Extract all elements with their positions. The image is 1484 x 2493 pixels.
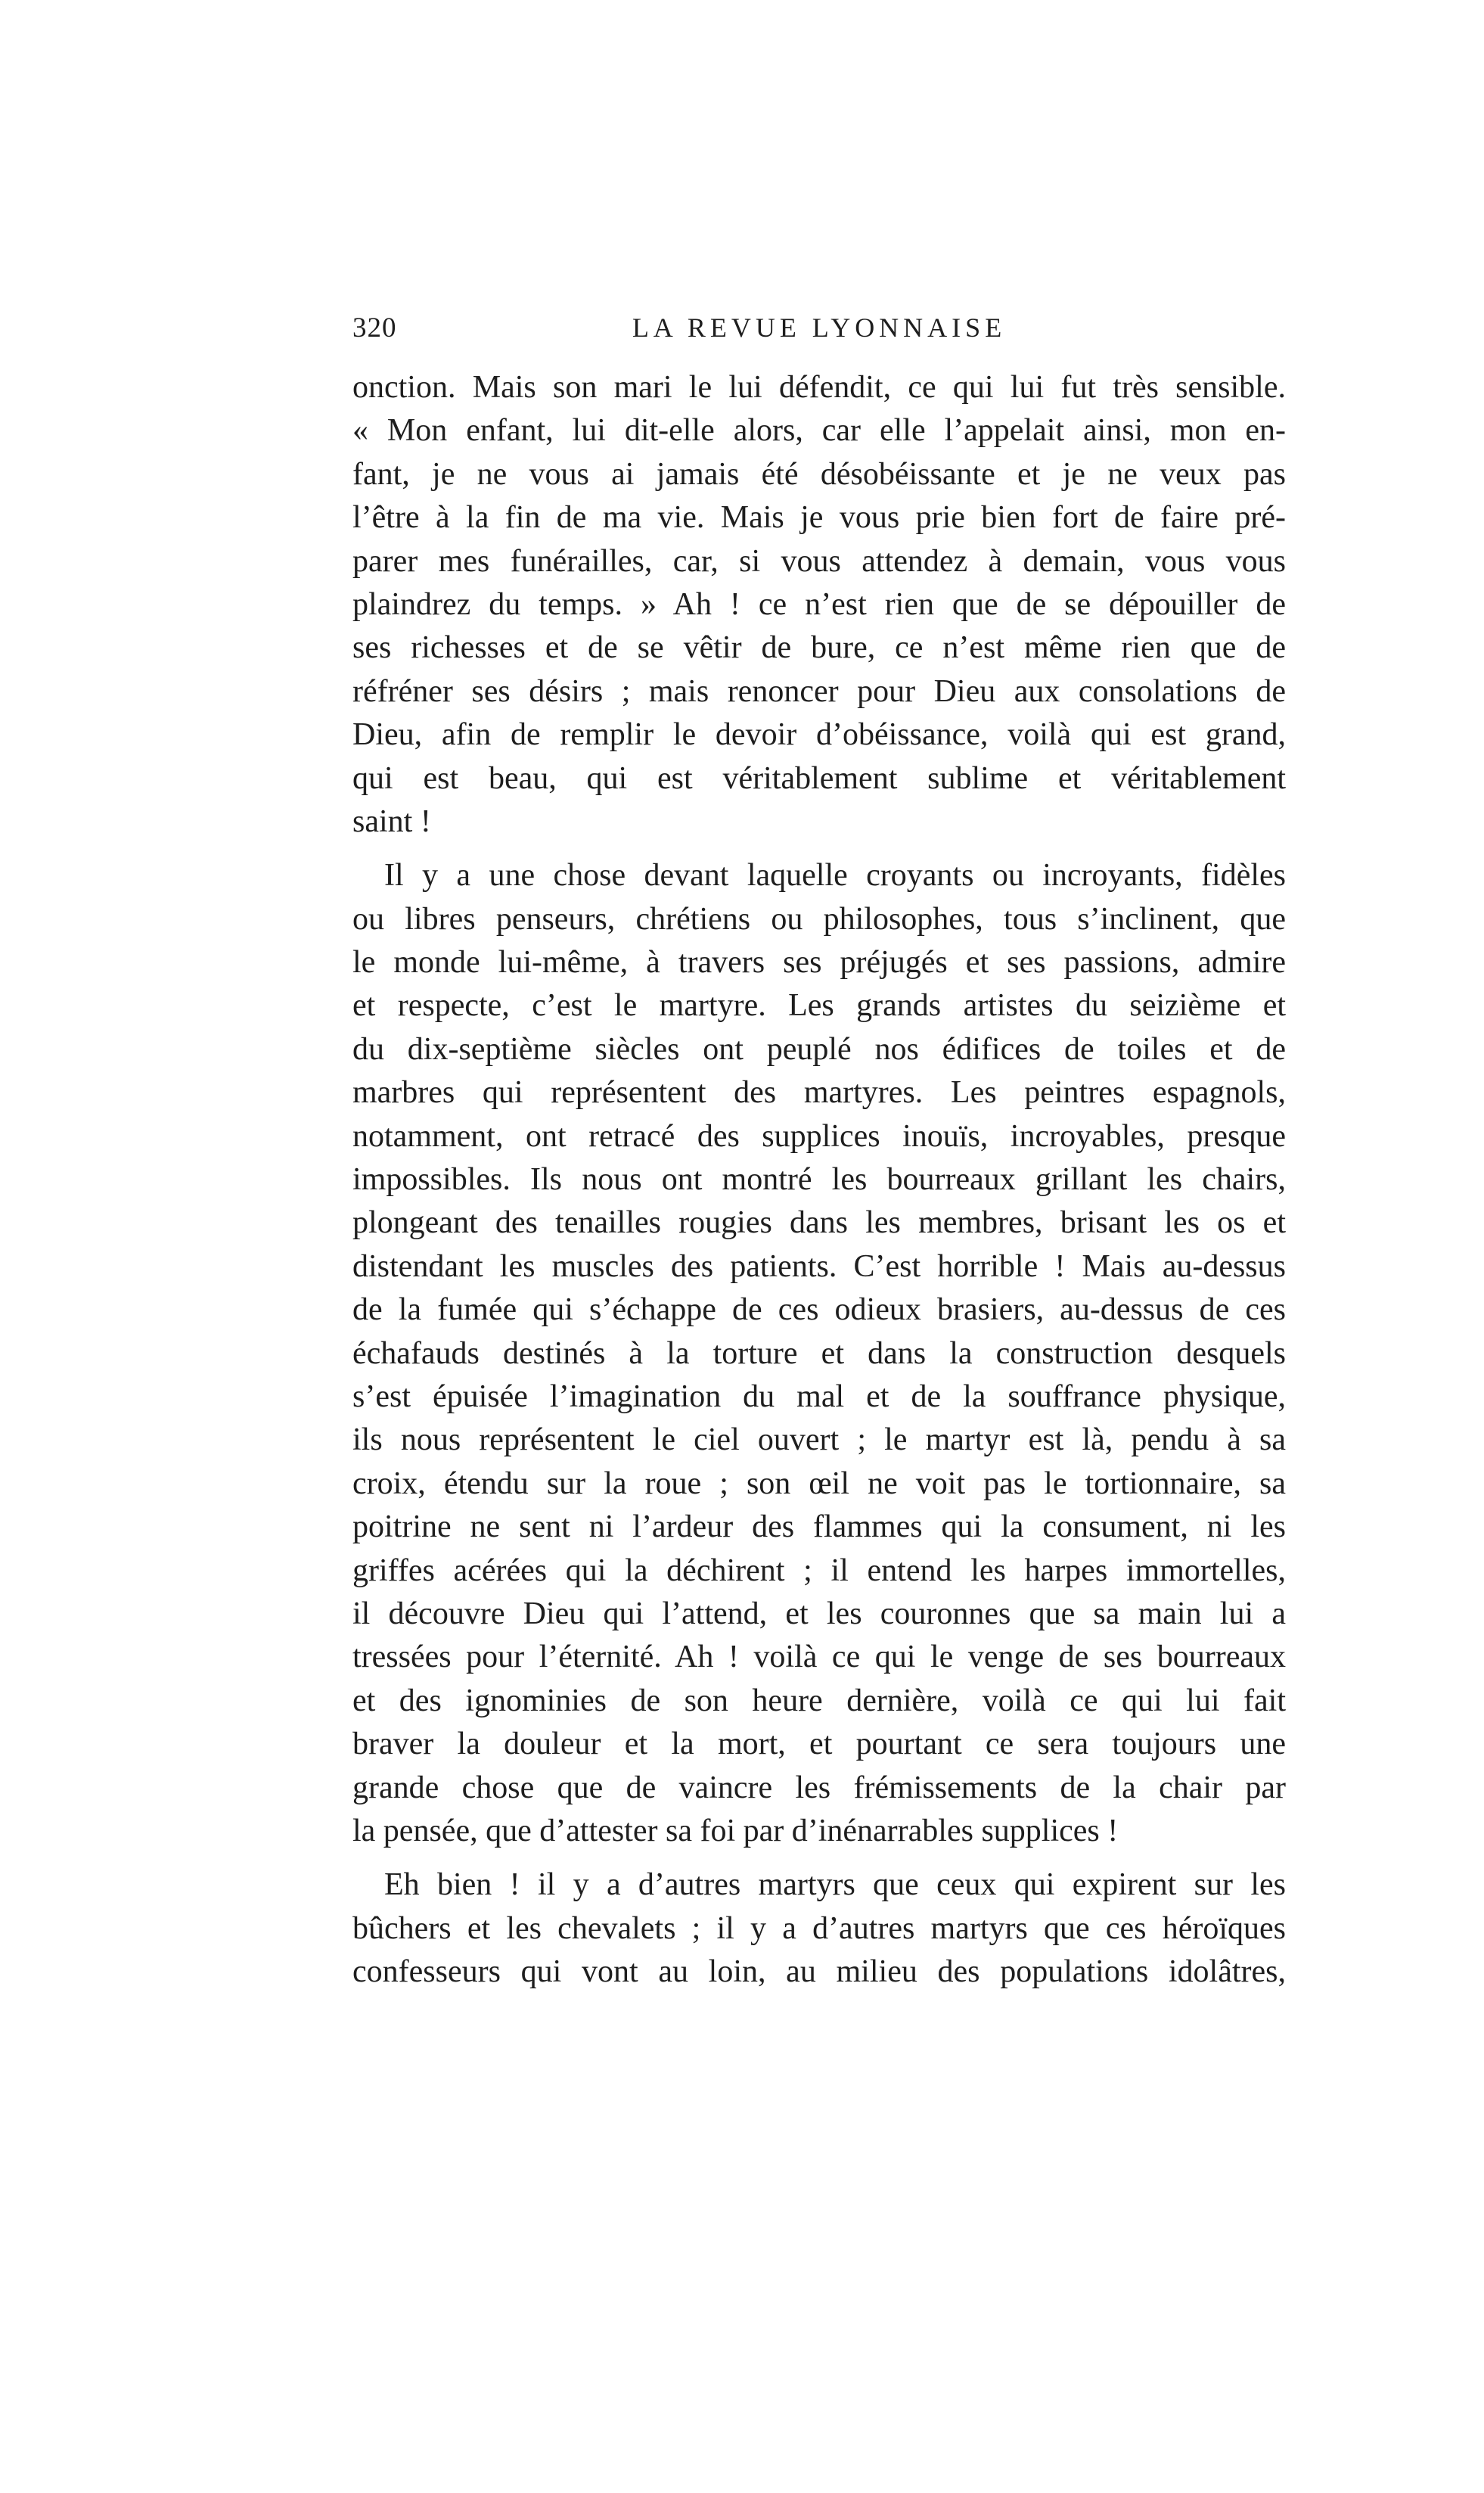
text-line: ou libres penseurs, chrétiens ou philosophes, tous s’inclinent, que [352, 901, 1286, 937]
text-line: plongeant des tenailles rougies dans les membres, brisant les os et [352, 1205, 1286, 1241]
text-line: grande chose que de vaincre les frémissements de la chair par [352, 1770, 1286, 1805]
text-line: ils nous représentent le ciel ouvert ; le martyr est là, pendu à sa [352, 1422, 1286, 1458]
text-line: du dix-septième siècles ont peuplé nos édifices de toiles et de [352, 1031, 1286, 1067]
paragraph-gap [352, 844, 1286, 854]
text-line: confesseurs qui vont au loin, au milieu des populations idolâtres, [352, 1954, 1286, 1990]
text-line: Dieu, afin de remplir le devoir d’obéissance, voilà qui est grand, [352, 717, 1286, 753]
text-line: la pensée, que d’attester sa foi par d’inénarrables supplices ! [352, 1813, 1119, 1848]
text-line: il découvre Dieu qui l’attend, et les couronnes que sa main lui a [352, 1596, 1286, 1631]
text-line: réfréner ses désirs ; mais renoncer pour Dieu aux consolations de [352, 673, 1286, 709]
text-line: braver la douleur et la mort, et pourtant ce sera toujours une [352, 1727, 1286, 1762]
paragraph [352, 1864, 1286, 1994]
text-line: impossibles. Ils nous ont montré les bourreaux grillant les chairs, [352, 1162, 1286, 1198]
text-line: griffes acérées qui la déchirent ; il entend les harpes immortelles, [352, 1553, 1286, 1588]
text-line: et des ignominies de son heure dernière, voilà ce qui lui fait [352, 1683, 1286, 1718]
text-line: saint ! [352, 804, 431, 839]
text-line: plaindrez du temps. » Ah ! ce n’est rien que de se dépouiller de [352, 586, 1286, 622]
text-line: onction. Mais son mari le lui défendit, ce qui lui fut très sensible. [352, 370, 1286, 405]
paragraph [352, 854, 1286, 1853]
text-line: l’être à la fin de ma vie. Mais je vous prie bien fort de faire pré- [352, 500, 1286, 536]
text-line: le monde lui-même, à travers ses préjugés et ses passions, admire [352, 945, 1286, 981]
text-line: marbres qui représentent des martyres. Les peintres espagnols, [352, 1075, 1286, 1111]
running-head: LA REVUE LYONNAISE [632, 312, 1007, 343]
text-line: échafauds destinés à la torture et dans la construction desquels [352, 1335, 1286, 1371]
text-line: de la fumée qui s’échappe de ces odieux brasiers, au-dessus de ces [352, 1292, 1286, 1328]
text-line: tressées pour l’éternité. Ah ! voilà ce qui le venge de ses bourreaux [352, 1640, 1286, 1675]
text-line: qui est beau, qui est véritablement sublime et véritablement [352, 760, 1286, 796]
text-line: ses richesses et de se vêtir de bure, ce n’est même rien que de [352, 630, 1286, 666]
text-line: Il y a une chose devant laquelle croyants ou incroyants, fidèles [384, 858, 1286, 894]
text-line: fant, je ne vous ai jamais été désobéissante et je ne veux pas [352, 456, 1286, 492]
text-line: poitrine ne sent ni l’ardeur des flammes qui la consument, ni les [352, 1509, 1286, 1545]
text-line: distendant les muscles des patients. C’est horrible ! Mais au-dessus [352, 1248, 1286, 1284]
text-line: « Mon enfant, lui dit-elle alors, car elle l’appelait ainsi, mon en- [352, 413, 1286, 449]
page-header [352, 312, 1286, 357]
paragraph-gap [352, 1853, 1286, 1864]
text-line: et respecte, c’est le martyre. Les grands artistes du seizième et [352, 988, 1286, 1024]
text-line: notamment, ont retracé des supplices inouïs, incroyables, presque [352, 1118, 1286, 1154]
text-line: parer mes funérailles, car, si vous attendez à demain, vous vous [352, 543, 1286, 579]
page-number: 320 [352, 312, 397, 343]
text-line: croix, étendu sur la roue ; son œil ne voit pas le tortionnaire, sa [352, 1466, 1286, 1501]
text-line: s’est épuisée l’imagination du mal et de la souffrance physique, [352, 1379, 1286, 1414]
text-line: bûchers et les chevalets ; il y a d’autres martyrs que ces héroïques [352, 1910, 1286, 1946]
paragraph [352, 366, 1286, 844]
text-line: Eh bien ! il y a d’autres martyrs que ceux qui expirent sur les [384, 1867, 1286, 1903]
body-text [352, 366, 1286, 1994]
